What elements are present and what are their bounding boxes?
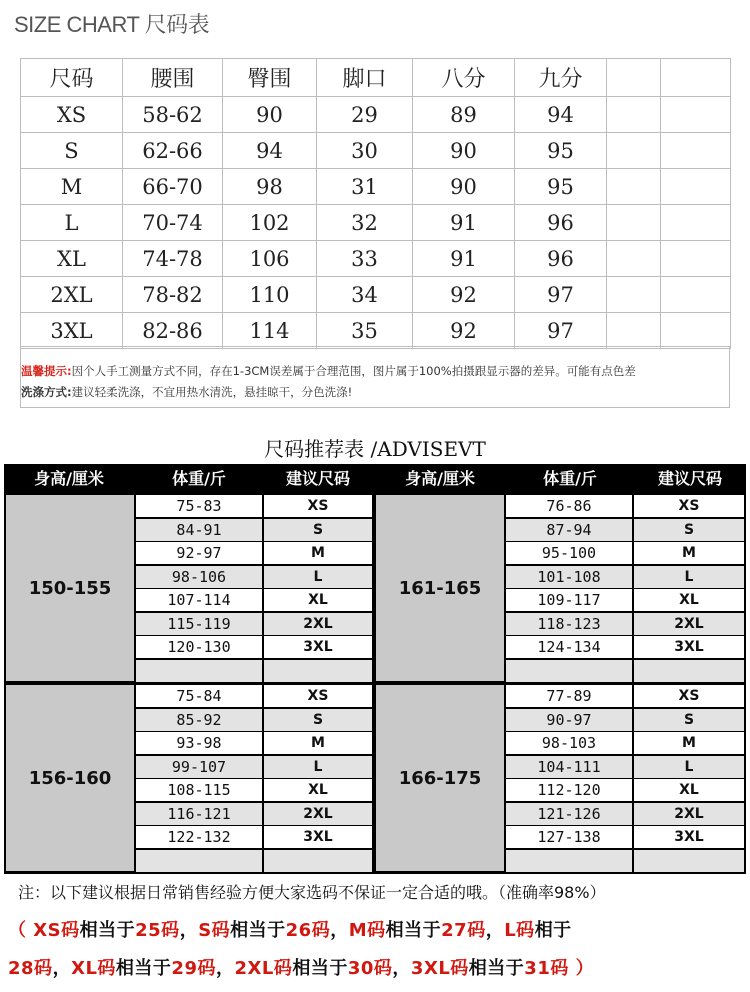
size-table-row (21, 169, 731, 205)
size-cell: XS (264, 685, 372, 707)
header-height-left: 身高/厘米 (34, 469, 104, 488)
tip-line (21, 361, 729, 382)
size-table-row (21, 97, 731, 133)
size-table-cell (661, 241, 731, 277)
size-table-cell: 106 (223, 241, 317, 277)
size-table-cell: 66-70 (123, 169, 223, 205)
page-header: SIZE CHART 尺码表 (14, 12, 210, 37)
size-table-cell: 90 (413, 133, 515, 169)
weight-cell: 85-92 (136, 709, 262, 731)
weight-cell: 84-91 (136, 519, 262, 541)
size-table-cell: 82-86 (123, 313, 223, 349)
size-table-row (21, 241, 731, 277)
size-cell: M (264, 542, 372, 564)
weight-cell: 127-138 (506, 826, 632, 848)
recommend-table (4, 464, 746, 874)
header-height-right: 身高/厘米 (405, 469, 475, 488)
size-table-cell: 30 (317, 133, 413, 169)
weight-cell: 95-100 (506, 542, 632, 564)
equivalence-segment: 31码 (524, 958, 569, 979)
size-table-cell: XL (21, 241, 123, 277)
header-size-left: 建议尺码 (285, 469, 350, 488)
size-cell: XS (634, 495, 744, 517)
size-table-cell (661, 97, 731, 133)
weight-cell: 92-97 (136, 542, 262, 564)
equivalence-segment: M码 (348, 920, 386, 941)
size-cell: XS (264, 495, 372, 517)
size-table-row (21, 313, 731, 349)
size-table-cell: 74-78 (123, 241, 223, 277)
size-table-cell (607, 241, 661, 277)
size-table-cell: 114 (223, 313, 317, 349)
size-table-cell: 92 (413, 313, 515, 349)
size-table-row (21, 205, 731, 241)
tip-text: 因个人手工测量方式不同，存在1-3CM误差属于合理范围，图片属于100%拍摄跟显示器的差异。可能有点色差 (71, 364, 636, 378)
weight-cell: 120-130 (136, 636, 262, 658)
size-table-cell: S (21, 133, 123, 169)
size-table-cell (607, 313, 661, 349)
equivalence-segment: 2XL码 (234, 958, 293, 979)
size-table-cell: 95 (515, 169, 607, 205)
size-cell: XS (634, 685, 744, 707)
size-chart-table (20, 58, 731, 349)
size-cell: 3XL (634, 826, 744, 848)
size-table-cell: 89 (413, 97, 515, 133)
size-table-cell: 58-62 (123, 97, 223, 133)
equivalence-segment: 相当于 (468, 958, 525, 979)
column-header: 腰围 (123, 59, 223, 97)
equivalence-segment: 25码 (135, 920, 180, 941)
weight-cell: 75-84 (136, 685, 262, 707)
equivalence-segment: 相当于 (79, 920, 136, 941)
equivalence-segment: ， (52, 958, 72, 979)
equivalence-segment: 相当于 (230, 920, 286, 941)
size-table-cell: 90 (413, 169, 515, 205)
equivalence-segment: ， (330, 920, 349, 941)
size-cell: 3XL (634, 636, 744, 658)
size-table-cell: 2XL (21, 277, 123, 313)
size-table-cell: 91 (413, 205, 515, 241)
equivalence-segment: ， (392, 958, 411, 979)
column-header: 脚口 (317, 59, 413, 97)
size-table-cell: 31 (317, 169, 413, 205)
column-header (661, 59, 731, 97)
weight-cell (506, 660, 632, 682)
size-table-cell: 96 (515, 205, 607, 241)
size-table-cell: 92 (413, 277, 515, 313)
equivalence-line-1 (8, 912, 594, 950)
size-table-cell: 95 (515, 133, 607, 169)
weight-cell (136, 850, 262, 872)
size-cell: 2XL (264, 803, 372, 825)
size-cell: M (264, 732, 372, 754)
size-table-cell: 34 (317, 277, 413, 313)
equivalence-segment: L码 (504, 920, 535, 941)
size-table-cell (661, 205, 731, 241)
weight-cell: 75-83 (136, 495, 262, 517)
size-table-cell: 97 (515, 313, 607, 349)
weight-cell: 90-97 (506, 709, 632, 731)
size-cell: XL (264, 779, 372, 801)
size-cell: XL (634, 779, 744, 801)
wash-line (21, 382, 729, 403)
size-table-cell (607, 169, 661, 205)
size-cell (634, 850, 744, 872)
size-table-cell: 3XL (21, 313, 123, 349)
size-cell: M (634, 542, 744, 564)
size-table-cell (661, 313, 731, 349)
size-table-cell: 110 (223, 277, 317, 313)
equivalence-segment: 27码 (441, 920, 486, 941)
size-table-cell: 70-74 (123, 205, 223, 241)
size-cell: 3XL (264, 826, 372, 848)
size-table-cell: 78-82 (123, 277, 223, 313)
equivalence-segment: ） (568, 958, 595, 979)
size-cell: S (634, 709, 744, 731)
size-table-cell: L (21, 205, 123, 241)
size-table-cell (607, 133, 661, 169)
footer-note: 注：以下建议根据日常销售经验方便大家选码不保证一定合适的哦。（准确率98%） (18, 883, 606, 902)
equivalence-segment: ， (215, 958, 235, 979)
equivalence-segment: 相于 (534, 920, 572, 941)
wash-text: 建议轻柔洗涤，不宜用热水清洗，悬挂晾干，分色洗涤! (71, 385, 353, 399)
weight-cell: 104-111 (506, 756, 632, 778)
weight-cell: 76-86 (506, 495, 632, 517)
size-table-cell: 91 (413, 241, 515, 277)
column-header (607, 59, 661, 97)
header-size-right: 建议尺码 (657, 469, 722, 488)
size-table-cell: M (21, 169, 123, 205)
height-range: 161-165 (376, 495, 504, 681)
equivalence-segment: XS码 (33, 920, 80, 941)
weight-cell: 77-89 (506, 685, 632, 707)
size-cell: 2XL (634, 613, 744, 635)
size-cell: L (634, 756, 744, 778)
size-cell: 3XL (264, 636, 372, 658)
equivalence-segment: ， (179, 920, 199, 941)
weight-cell: 112-120 (506, 779, 632, 801)
weight-cell: 122-132 (136, 826, 262, 848)
size-table-cell: XS (21, 97, 123, 133)
weight-cell: 124-134 (506, 636, 632, 658)
weight-cell: 107-114 (136, 589, 262, 611)
weight-cell: 101-108 (506, 566, 632, 588)
size-table-row (21, 277, 731, 313)
column-header: 尺码 (21, 59, 123, 97)
equivalence-segment: 29码 (171, 958, 216, 979)
column-header: 九分 (515, 59, 607, 97)
size-table-cell (661, 277, 731, 313)
equivalence-segment: 相当于 (115, 958, 172, 979)
size-cell (264, 660, 372, 682)
size-cell: S (264, 709, 372, 731)
size-table-cell: 62-66 (123, 133, 223, 169)
height-range: 166-175 (376, 685, 504, 871)
size-table-cell: 94 (515, 97, 607, 133)
size-cell: L (634, 566, 744, 588)
size-table-cell: 102 (223, 205, 317, 241)
equivalence-line-2 (8, 950, 594, 988)
weight-cell (136, 660, 262, 682)
size-table-cell (607, 277, 661, 313)
size-table-row (21, 133, 731, 169)
header-weight-right: 体重/斤 (543, 469, 597, 488)
size-table-cell (607, 97, 661, 133)
size-table-cell (607, 205, 661, 241)
column-header: 臀围 (223, 59, 317, 97)
equivalence-segment: 相当于 (292, 958, 348, 979)
notes-box (20, 346, 730, 408)
equivalence-segment: S码 (198, 920, 231, 941)
size-cell: L (264, 566, 372, 588)
size-table-cell: 32 (317, 205, 413, 241)
size-table-cell: 97 (515, 277, 607, 313)
equivalence-segment: 相当于 (385, 920, 442, 941)
size-table-cell: 96 (515, 241, 607, 277)
weight-cell (506, 850, 632, 872)
weight-cell: 93-98 (136, 732, 262, 754)
weight-cell: 87-94 (506, 519, 632, 541)
weight-cell: 98-103 (506, 732, 632, 754)
size-cell: S (264, 519, 372, 541)
weight-cell: 109-117 (506, 589, 632, 611)
size-cell: M (634, 732, 744, 754)
size-table-cell (661, 133, 731, 169)
recommend-title: 尺码推荐表 /ADVISEVT (264, 437, 486, 461)
size-cell (264, 850, 372, 872)
equivalence-segment: ， (485, 920, 505, 941)
weight-cell: 98-106 (136, 566, 262, 588)
equivalence-segment: 3XL码 (410, 958, 469, 979)
size-cell: XL (264, 589, 372, 611)
size-table-cell: 90 (223, 97, 317, 133)
equivalence-segment: 30码 (347, 958, 393, 979)
equivalence-segment: XL码 (71, 958, 116, 979)
size-table-cell: 33 (317, 241, 413, 277)
equivalence-segment: （ (8, 920, 34, 941)
height-range: 150-155 (6, 495, 134, 681)
size-cell: XL (634, 589, 744, 611)
column-header: 八分 (413, 59, 515, 97)
size-equivalence (8, 912, 594, 988)
height-range: 156-160 (6, 685, 134, 871)
size-cell: S (634, 519, 744, 541)
size-cell (634, 660, 744, 682)
weight-cell: 121-126 (506, 803, 632, 825)
weight-cell: 99-107 (136, 756, 262, 778)
size-table-cell (661, 169, 731, 205)
weight-cell: 116-121 (136, 803, 262, 825)
weight-cell: 118-123 (506, 613, 632, 635)
equivalence-segment: 28码 (8, 958, 53, 979)
size-table-header-row (21, 59, 731, 97)
header-weight-left: 体重/斤 (172, 469, 226, 488)
weight-cell: 115-119 (136, 613, 262, 635)
weight-cell: 108-115 (136, 779, 262, 801)
wash-label: 洗涤方式: (21, 385, 72, 399)
equivalence-segment: 26码 (285, 920, 331, 941)
size-table-cell: 29 (317, 97, 413, 133)
size-table-cell: 35 (317, 313, 413, 349)
tip-label: 温馨提示: (21, 364, 72, 378)
size-cell: 2XL (634, 803, 744, 825)
size-cell: L (264, 756, 372, 778)
size-table-cell: 94 (223, 133, 317, 169)
size-table-cell: 98 (223, 169, 317, 205)
size-cell: 2XL (264, 613, 372, 635)
